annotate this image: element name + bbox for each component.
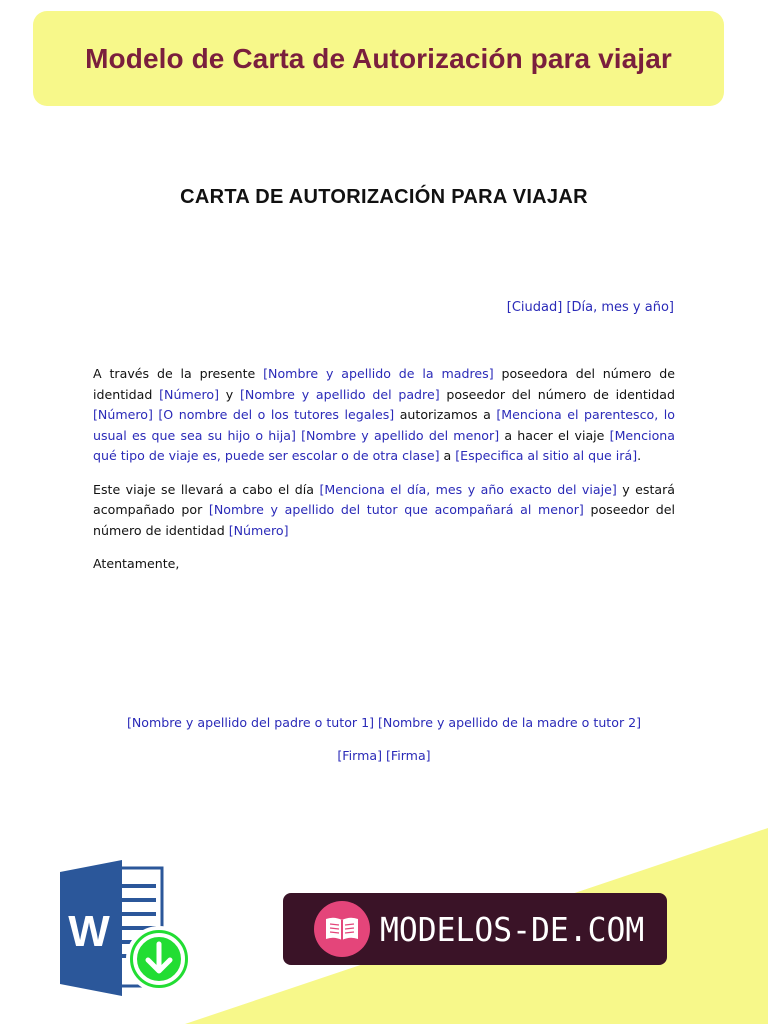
header-banner [33,11,724,106]
body-text: . [637,448,642,463]
placeholder-text: [Nombre y apellido de la madres] [263,366,494,381]
brand-badge[interactable] [283,893,667,965]
body-text: A través de la presente [93,366,264,381]
body-text: y [219,386,240,402]
body-text: poseedora del número de identidad [93,366,676,402]
signature-names: [Nombre y apellido del padre o tutor 1] [Nombre y apellido de la madre o tutor 2] [126,715,642,730]
body-text: autorizamos a [394,407,497,422]
page-title: Modelo de Carta de Autorización para viajar [85,42,672,74]
body-text: y estará acompañado por [93,481,675,517]
paragraph-travel-details [93,480,675,542]
placeholder-text: [Número] [O nombre del o los tutores legales] [93,407,395,422]
placeholder-text: [Menciona qué tipo de viaje es, puede ser escolar o de otra clase] [93,427,675,463]
open-book-icon [314,901,370,957]
brand-name: MODELOS-DE.COM [380,909,645,949]
placeholder-text: [Número] [159,386,219,402]
placeholder-text: [Especifica al sitio al que irá] [455,448,638,463]
closing-line: Atentamente, [93,556,180,571]
placeholder-text: [Nombre y apellido del padre] [239,386,440,402]
body-text: poseedor del número de identidad [93,502,675,538]
paragraph-authorization [93,364,675,467]
signature-firmas: [Firma] [Firma] [337,748,431,763]
date-line: [Ciudad] [Día, mes y año] [506,300,674,315]
document-title: CARTA DE AUTORIZACIÓN PARA VIAJAR [180,186,588,208]
body-text: a [439,448,456,463]
placeholder-text: [Menciona el día, mes y año exacto del viaje] [319,481,617,497]
placeholder-text: [Nombre y apellido del tutor que acompañará al menor] [208,502,584,517]
placeholder-text: [Menciona el parentesco, lo usual es que sea su hijo o hija] [Nombre y apellido del menor] [93,407,675,443]
word-download-icon[interactable] [58,858,194,998]
body-text: Este viaje se llevará a cabo el día [93,481,320,497]
svg-text:W: W [68,907,110,956]
body-text: poseedor del número de identidad [439,386,675,402]
body-text: a hacer el viaje [499,427,610,443]
letter-body [93,364,675,588]
placeholder-text: [Número] [228,522,289,538]
